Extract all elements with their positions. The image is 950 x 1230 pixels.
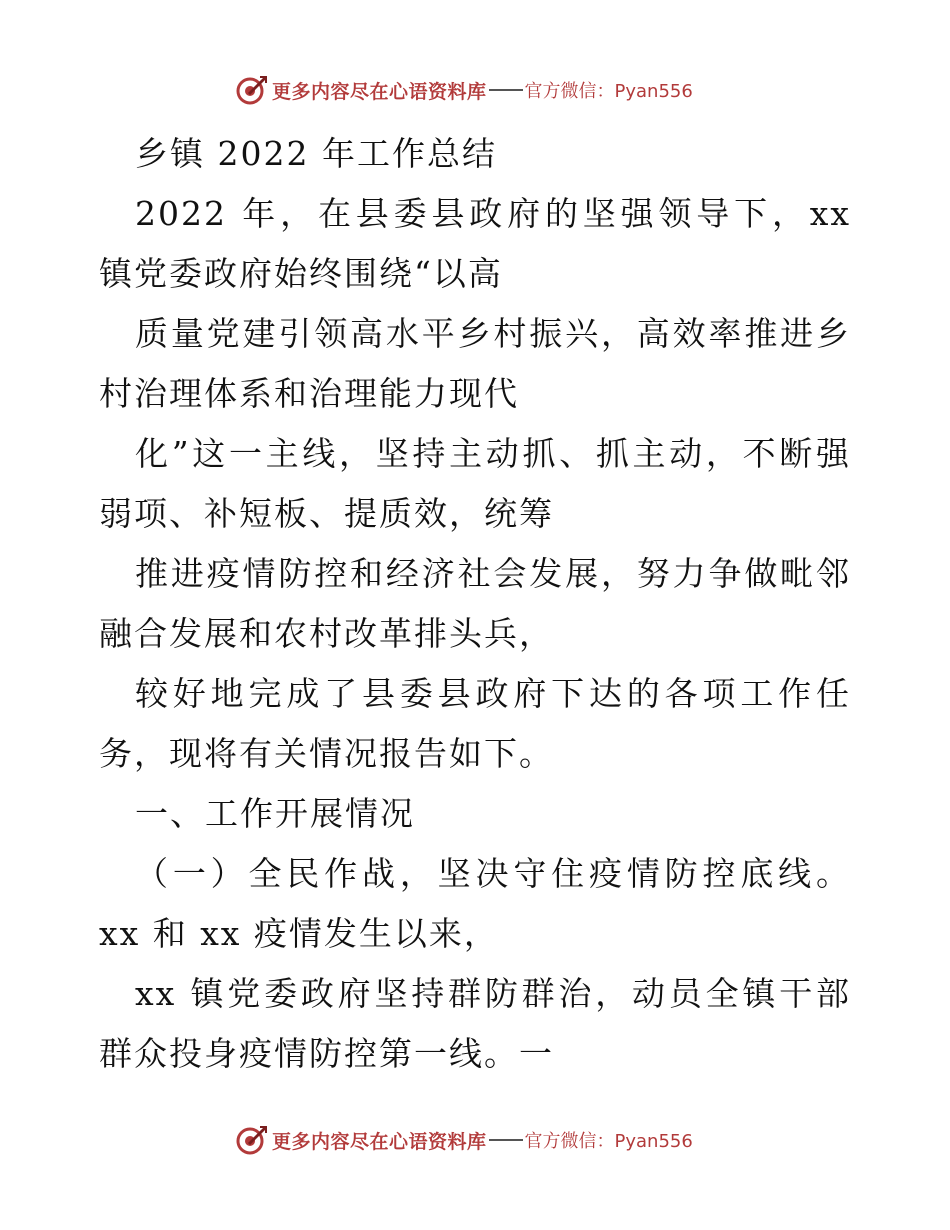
watermark-contact: 官方微信：Pyan556 <box>524 81 693 102</box>
paragraph-6: （一）全民作战，坚决守住疫情防控底线。 xx 和 xx 疫情发生以来， <box>99 854 851 953</box>
paragraph-5: 较好地完成了县委县政府下达的各项工作任务，现将有关情况报告如下。 <box>99 674 851 773</box>
paragraph-4: 推进疫情防控和经济社会发展，努力争做毗邻融合发展和农村改革排头兵， <box>99 554 851 653</box>
watermark-contact: 官方微信：Pyan556 <box>524 1131 693 1152</box>
pen-logo-icon <box>234 73 268 107</box>
watermark-brand: 更多内容尽在心语资料库 <box>272 80 487 103</box>
watermark-dash <box>489 89 523 91</box>
watermark-brand: 更多内容尽在心语资料库 <box>272 1130 487 1153</box>
paragraph-2: 质量党建引领高水平乡村振兴，高效率推进乡村治理体系和治理能力现代 <box>99 314 851 413</box>
watermark-dash <box>489 1139 523 1141</box>
document-title: 乡镇 2022 年工作总结 <box>135 134 497 173</box>
footer-watermark <box>234 1120 693 1160</box>
paragraph-7: xx 镇党委政府坚持群防群治，动员全镇干部群众投身疫情防控第一线。一 <box>99 974 851 1073</box>
pen-logo-icon <box>234 1123 268 1157</box>
paragraph-3: 化”这一主线，坚持主动抓、抓主动，不断强弱项、补短板、提质效，统筹 <box>99 434 851 533</box>
header-watermark <box>234 70 693 110</box>
paragraph-1: 2022 年，在县委县政府的坚强领导下，xx 镇党委政府始终围绕“以高 <box>99 194 851 293</box>
section-heading-1: 一、工作开展情况 <box>135 794 415 833</box>
document-body <box>99 124 851 1084</box>
